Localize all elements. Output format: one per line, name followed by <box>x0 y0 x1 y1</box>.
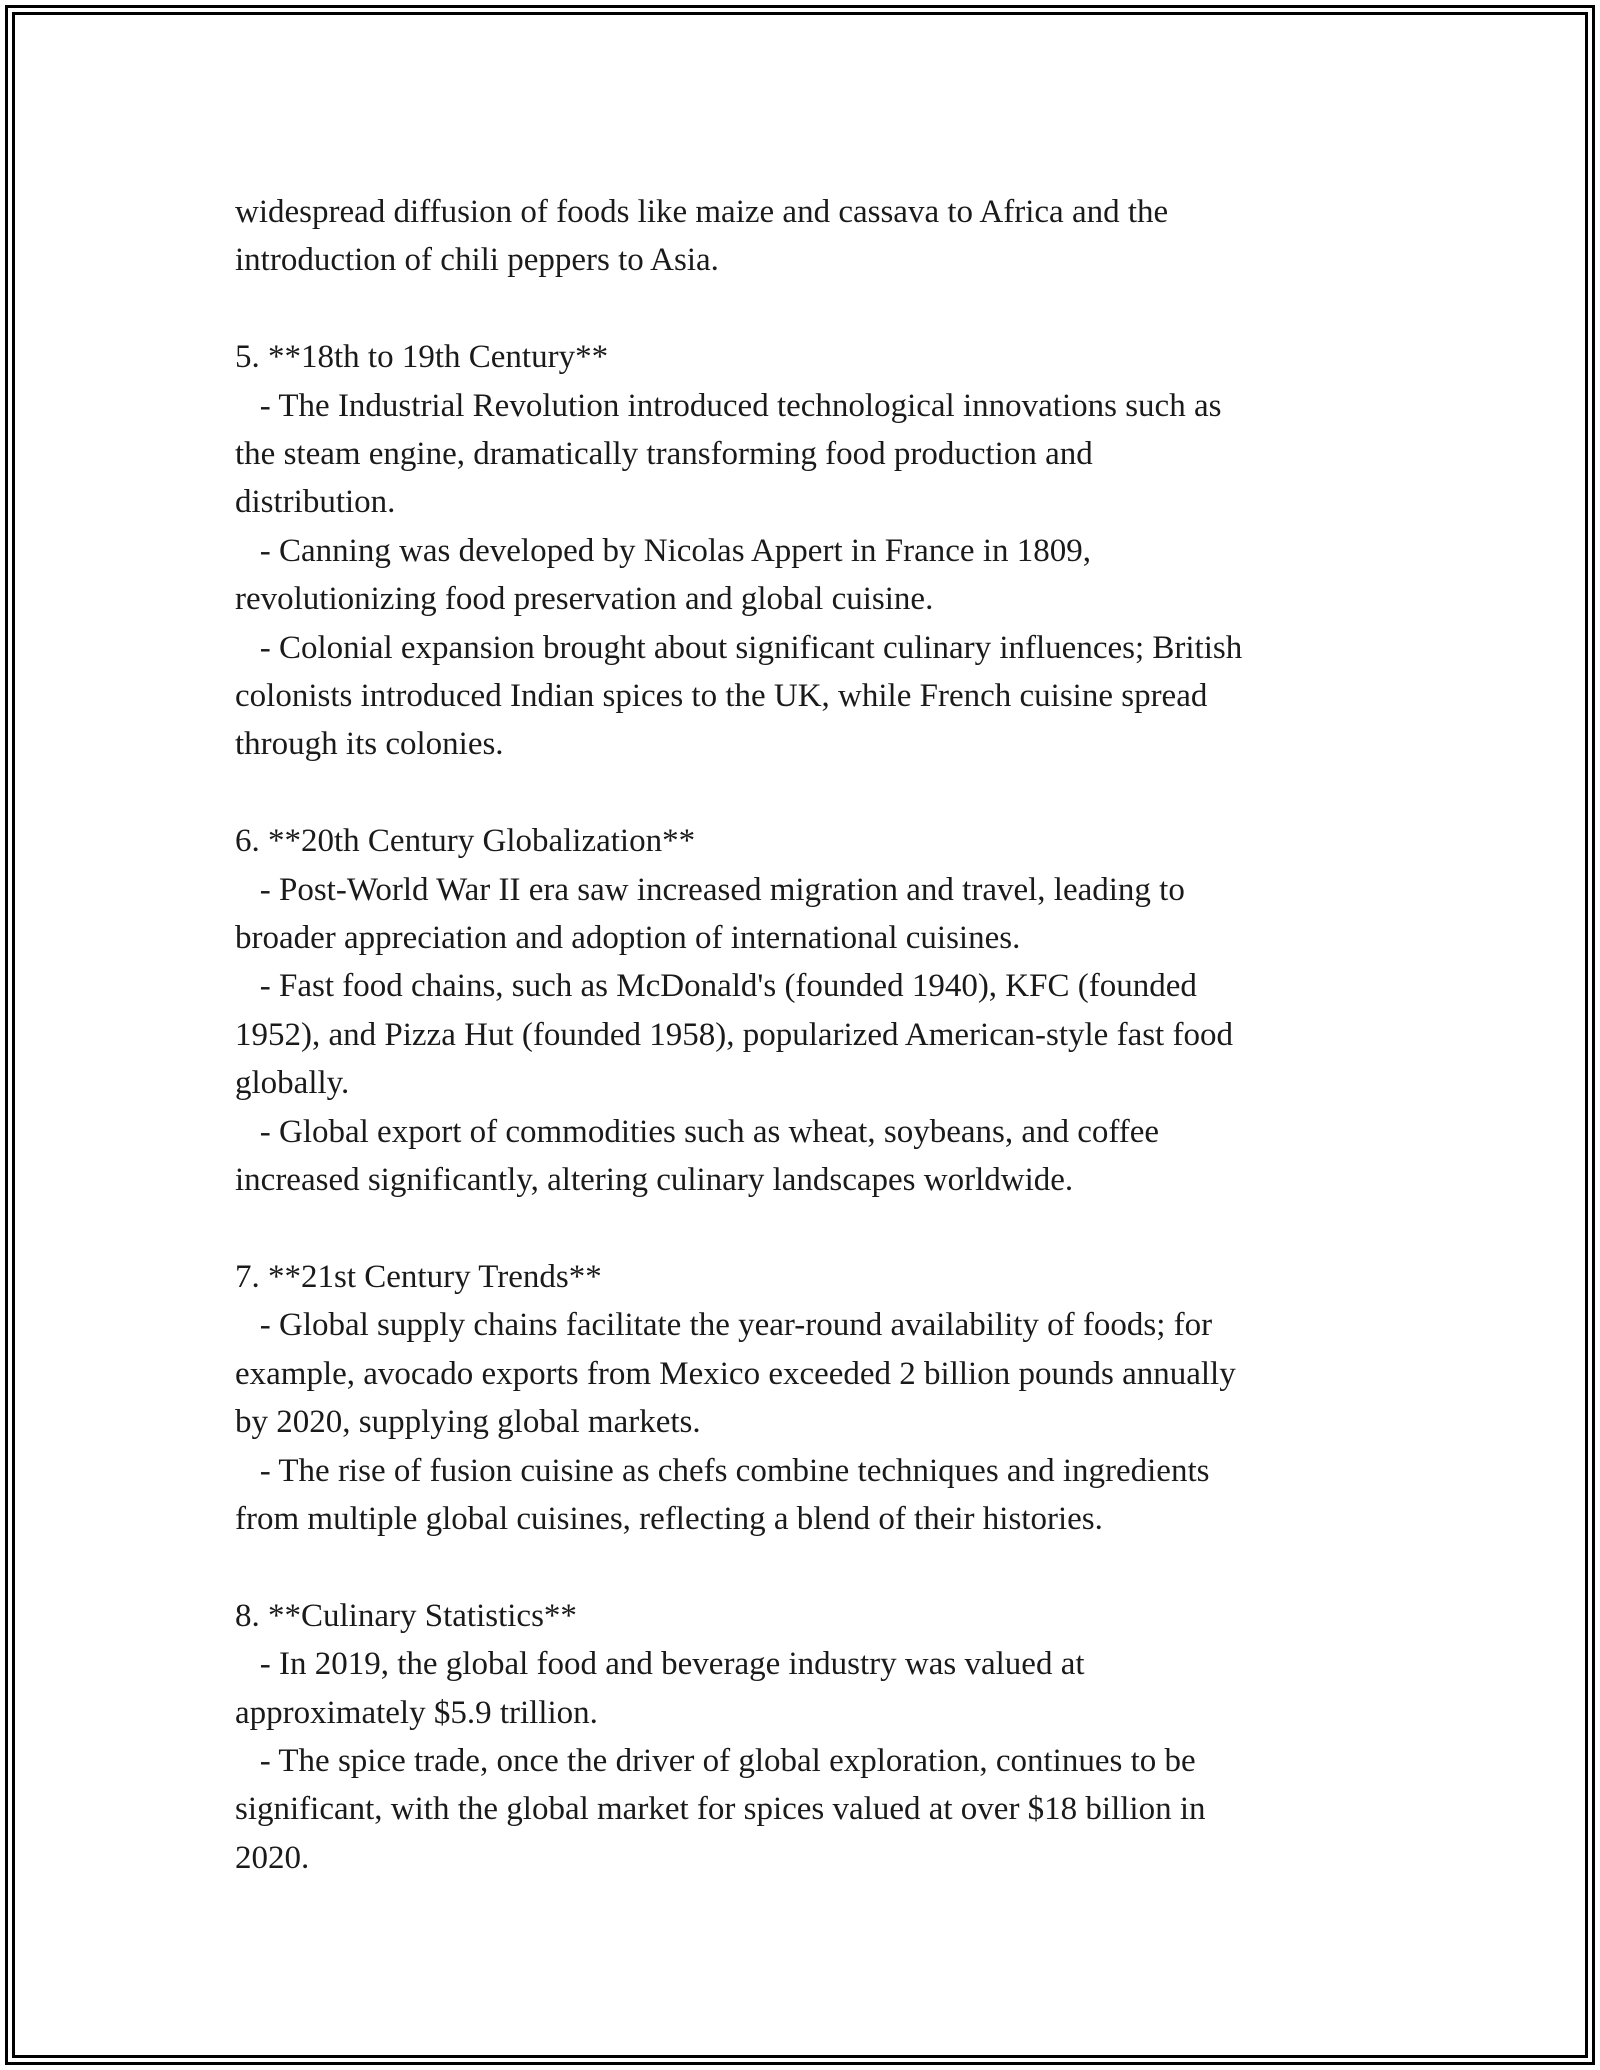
section-heading-7: 7. **21st Century Trends** <box>235 1258 602 1295</box>
section-5-line: - Colonial expansion brought about significant culinary influences; British <box>235 629 1243 666</box>
section-8-line: approximately $5.9 trillion. <box>235 1694 598 1731</box>
section-5-line: - Canning was developed by Nicolas Appert in France in 1809, <box>235 532 1091 569</box>
section-5-line: the steam engine, dramatically transforming food production and <box>235 436 1093 473</box>
section-7-line: - Global supply chains facilitate the year-round availability of foods; for <box>235 1307 1213 1344</box>
section-6-line: broader appreciation and adoption of international cuisines. <box>235 920 1021 957</box>
section-5-line: - The Industrial Revolution introduced technological innovations such as <box>235 387 1222 424</box>
section-heading-5: 5. **18th to 19th Century** <box>235 339 609 376</box>
section-5-line: colonists introduced Indian spices to the UK, while French cuisine spread <box>235 678 1208 715</box>
section-6-line: - Global export of commodities such as wheat, soybeans, and coffee <box>235 1113 1160 1150</box>
section-6-line: 1952), and Pizza Hut (founded 1958), popularized American-style fast food <box>235 1016 1233 1053</box>
section-8-line: - The spice trade, once the driver of global exploration, continues to be <box>235 1742 1196 1779</box>
section-5-line: distribution. <box>235 484 396 521</box>
section-6-line: increased significantly, altering culinary landscapes worldwide. <box>235 1162 1074 1199</box>
section-5-line: revolutionizing food preservation and global cuisine. <box>235 581 934 618</box>
section-7-line: example, avocado exports from Mexico exceeded 2 billion pounds annually <box>235 1355 1236 1392</box>
section-6-line: - Post-World War II era saw increased migration and travel, leading to <box>235 871 1185 908</box>
section-7-line: - The rise of fusion cuisine as chefs combine techniques and ingredients <box>235 1452 1210 1489</box>
section-heading-6: 6. **20th Century Globalization** <box>235 823 696 860</box>
paragraph-gap <box>235 1205 1385 1253</box>
intro-line: widespread diffusion of foods like maize and cassava to Africa and the <box>235 194 1169 230</box>
paragraph-gap <box>235 1543 1385 1591</box>
section-6-line: - Fast food chains, such as McDonald's (founded 1940), KFC (founded <box>235 968 1197 1005</box>
paragraph-gap <box>235 285 1385 333</box>
document-body <box>235 188 1385 1882</box>
section-8-line: 2020. <box>235 1839 310 1876</box>
paragraph-gap <box>235 769 1385 817</box>
section-8-line: - In 2019, the global food and beverage industry was valued at <box>235 1646 1085 1683</box>
section-heading-8: 8. **Culinary Statistics** <box>235 1597 577 1634</box>
intro-line: introduction of chili peppers to Asia. <box>235 242 719 279</box>
section-8-line: significant, with the global market for spices valued at over $18 billion in <box>235 1791 1206 1828</box>
section-7-line: by 2020, supplying global markets. <box>235 1404 701 1441</box>
section-5-line: through its colonies. <box>235 726 504 763</box>
section-6-line: globally. <box>235 1065 350 1102</box>
section-7-line: from multiple global cuisines, reflecting a blend of their histories. <box>235 1500 1103 1537</box>
